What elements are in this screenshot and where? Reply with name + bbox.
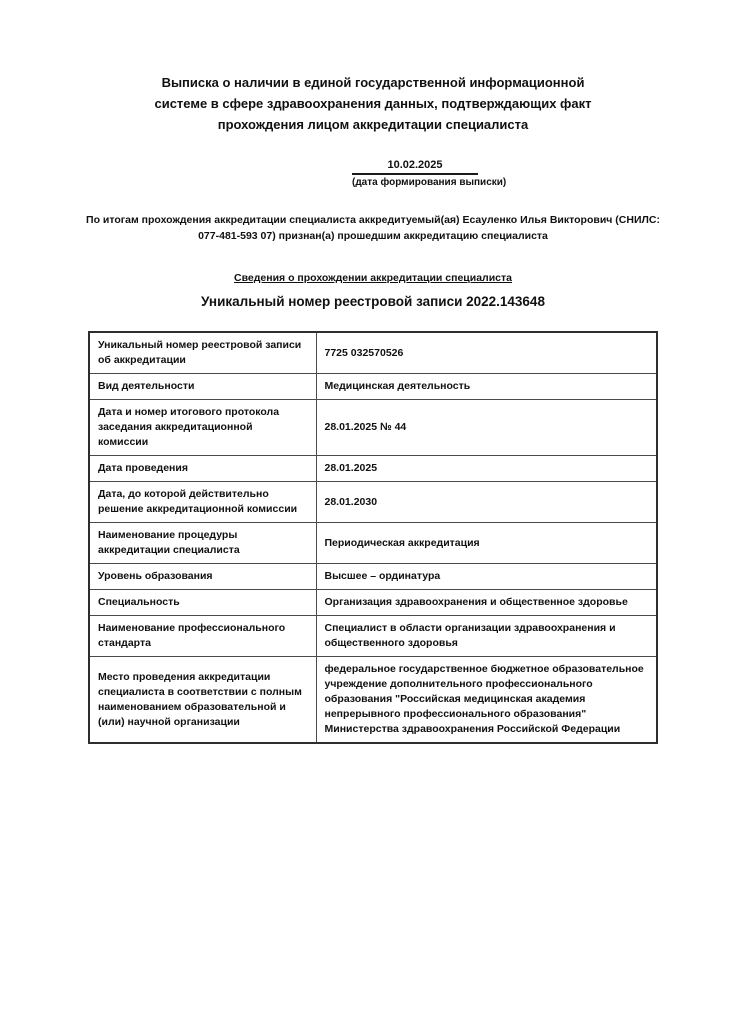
row-label: Уникальный номер реестровой записи об аккредитации xyxy=(89,332,316,374)
row-value: 28.01.2030 xyxy=(316,482,657,523)
row-label: Место проведения аккредитации специалиста в соответствии с полным наименованием образовательной и (или) научной организации xyxy=(89,657,316,744)
registry-number-heading: Уникальный номер реестровой записи 2022.143648 xyxy=(201,294,545,309)
accreditation-table-body xyxy=(89,332,657,743)
row-value: Организация здравоохранения и общественное здоровье xyxy=(316,590,657,616)
section-heading: Сведения о прохождении аккредитации специалиста xyxy=(234,272,512,284)
row-label: Специальность xyxy=(89,590,316,616)
date-caption: (дата формирования выписки) xyxy=(352,177,507,188)
row-value: Специалист в области организации здравоохранения и общественного здоровья xyxy=(316,616,657,657)
date-block xyxy=(352,159,507,188)
row-label: Дата и номер итогового протокола заседания аккредитационной комиссии xyxy=(89,400,316,456)
row-value: федеральное государственное бюджетное образовательное учреждение дополнительного профессионального образования "Российская медицинская академия непрерывного профессионального образования" Министерства здравоохранения Российской Федерации xyxy=(316,657,657,744)
row-label: Наименование профессионального стандарта xyxy=(89,616,316,657)
row-label: Наименование процедуры аккредитации специалиста xyxy=(89,523,316,564)
row-label: Вид деятельности xyxy=(89,374,316,400)
table-row xyxy=(89,400,657,456)
row-value: Высшее – ординатура xyxy=(316,564,657,590)
table-row xyxy=(89,523,657,564)
table-row xyxy=(89,332,657,374)
table-row xyxy=(89,456,657,482)
table-row xyxy=(89,374,657,400)
row-value: 7725 032570526 xyxy=(316,332,657,374)
table-row xyxy=(89,616,657,657)
table-row xyxy=(89,482,657,523)
row-label: Уровень образования xyxy=(89,564,316,590)
table-row xyxy=(89,590,657,616)
accreditation-table xyxy=(88,331,658,744)
row-value: 28.01.2025 xyxy=(316,456,657,482)
intro-paragraph: По итогам прохождения аккредитации специалиста аккредитуемый(ая) Есауленко Илья Викторович (СНИЛС: 077-481-593 07) признан(а) прошедшим аккредитацию специалиста xyxy=(86,214,660,242)
document-title: Выписка о наличии в единой государственной информационной системе в сфере здравоохранения данных, подтверждающих факт прохождения лицом аккредитации специалиста xyxy=(154,75,592,132)
row-value: 28.01.2025 № 44 xyxy=(316,400,657,456)
row-label: Дата проведения xyxy=(89,456,316,482)
row-value: Периодическая аккредитация xyxy=(316,523,657,564)
extract-date: 10.02.2025 xyxy=(352,159,478,175)
row-value: Медицинская деятельность xyxy=(316,374,657,400)
table-row xyxy=(89,657,657,744)
table-row xyxy=(89,564,657,590)
row-label: Дата, до которой действительно решение аккредитационной комиссии xyxy=(89,482,316,523)
